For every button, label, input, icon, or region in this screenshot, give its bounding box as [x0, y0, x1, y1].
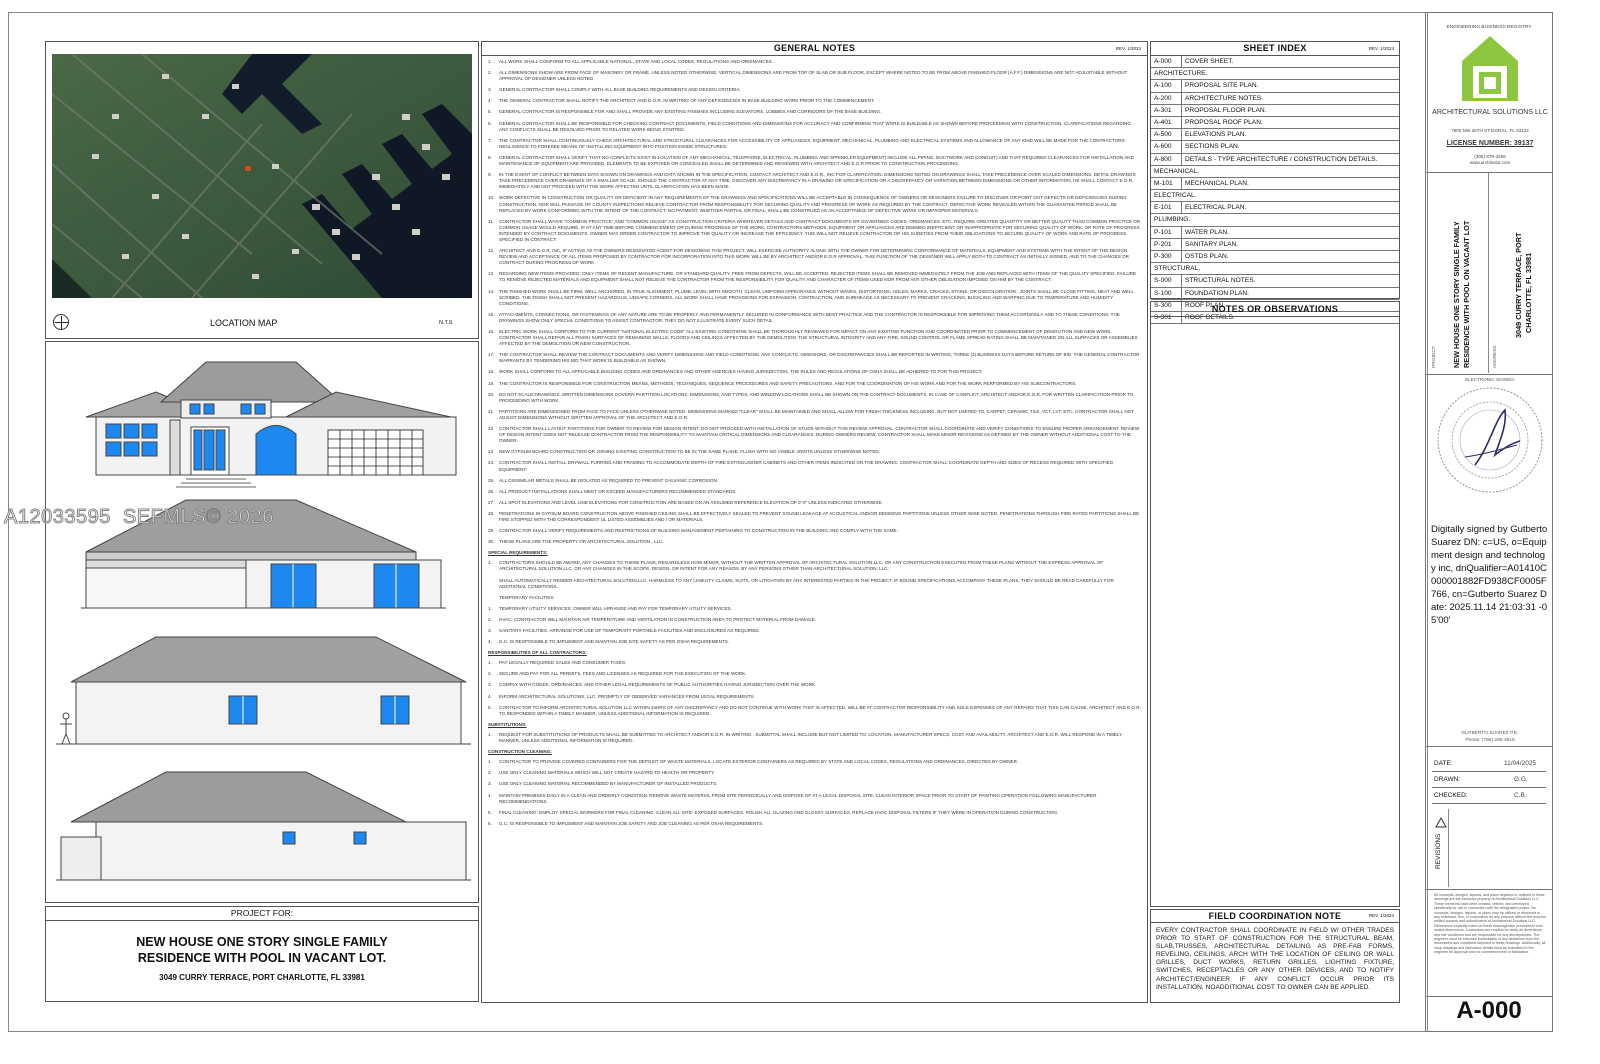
sheet-title: WATER PLAN. — [1185, 228, 1229, 236]
notes-section-header: RESPONSIBILITIES OF ALL CONTRACTORS: — [488, 650, 587, 656]
note-number: 12. — [488, 248, 495, 254]
note-number — [488, 578, 499, 590]
note-number: 24. — [488, 460, 495, 466]
note-item — [488, 578, 1141, 590]
sheet-index-row — [1151, 129, 1399, 141]
note-text: CONTRACTOR SHALL INSTALL DRYWALL FURRING AND FRAMING TO ACCOMMODATE DEPTH OF FIRE EXTINGUISHER CABINETS AND OTHER ITEMS INDICATED ON THE DRAWING. CONTRACTOR SHALL COORDINATE DEPTH AND SIZES OF RECESS REQUIRED WITH SPECIFIED EQUIPMENT. — [499, 460, 1114, 472]
sheet-index-category: ARCHITECTURE. — [1154, 70, 1208, 78]
sheet-title: PROPOSAL SITE PLAN. — [1185, 82, 1259, 90]
general-notes-list — [482, 56, 1147, 827]
note-number: 1. — [488, 731, 492, 737]
drawn-value: G.G. — [1514, 776, 1528, 783]
note-number: 13. — [488, 271, 495, 277]
aerial-map-image — [52, 54, 472, 298]
note-item — [488, 449, 1141, 455]
note-item — [488, 793, 1141, 805]
note-item — [488, 705, 1141, 717]
sheet-code: S-301 — [1151, 312, 1182, 323]
sheet-code: A-600 — [1151, 141, 1182, 152]
note-text: CONTRACTOR TO PROVIDE COVERED CONTAINERS FOR THE DEPOSIT OF WASTE MATERIALS. LOCATE EXTERIOR CONTAINERS AS REQUIRED BY STATE AND LOCAL CODES, REGULATIONS AND ORDINANCES, DIRECTED BY OWNER. — [499, 759, 1019, 765]
drawn-label: DRAWN: — [1434, 776, 1461, 783]
field-coordination-title: FIELD COORDINATION NOTE — [1208, 911, 1342, 921]
notes-observations-panel — [1150, 301, 1400, 907]
revision-triangle-icon — [1435, 817, 1447, 828]
sheet-index-row — [1151, 214, 1399, 226]
general-notes-panel — [481, 41, 1148, 1003]
note-item — [488, 639, 1141, 645]
address-label: ADDRESS: — [1492, 344, 1497, 368]
project-for-header: PROJECT FOR: — [46, 907, 478, 921]
note-number: 4. — [488, 639, 492, 645]
note-text: SHALL AUTOMATICALLY RENDER ARCHITECTURAL SOLUTION,LLC. HARMLESS TO ANY LIABILITY CLAIMS, SUITS, OR LITIGATION BY ANY INTERESTED PARTIES IN THE PROJECT. IF BOUND SPECIFICATIONS ACCOMPANY THESE PLANS, THEY SHOULD BE READ CAREFULLY FOR ADDITIONAL CONDITIONS. — [499, 577, 1114, 589]
digital-signature-text: Digitally signed by Gutberto Suarez DN: c=US, o=Equipment design and technology inc, dnQualifier=A01410C000001882FD938CF0005F766, cn=Gutberto Suarez Date: 2025.11.14 21:03:31 -05'00' — [1431, 524, 1548, 626]
note-text: USE ONLY CLEANING MATERIAL RECOMMENDED BY MANUFACTURER OF INSTALLED PRODUCTS. — [499, 781, 718, 787]
note-text: CONTRACTOR SHALL WAIVE "COMMON PRACTICE" AND "COMMON USAGE" AS CONSTRUCTION CRITERIA WHEREVER DETAILS AND CONTRACT DOCUMENTS OR GOVERNING CODES, ORDINANCES, ETC. REQUIRE GREATER QUANTITY OR BETTER QUALITY THAN COMMON PRACTICE OR COMMON USAGE WOULD REQUIRE. IF AT ANY TIME BEFORE COMMENCEMENT OR DURING PROGRESS OF THE WORK, CONTRACTORS METHODS, EQUIPMENT OR APPLIANCES ARE DEEMED INEFFICIENT OR INAPPROPRIATE FOR SECURING QUALITY OF WORK, OR RATE OF PROGRESS INTENDED BY CONTRACT DOCUMENTS. OWNER MAY ORDER CONTRACTOR TO IMPROVE THE QUALITY OR INCREASE THE EFFICIENCY. THIS WILL NOT RELIEVE CONTRACTOR OR HIS SURETIES FROM THEIR OBLIGATIONS TO SECURE QUALITY OF WORK AND RATE OF PROGRESS SPECIFIED IN CONTRACT. — [499, 218, 1141, 242]
sheet-title: SANITARY PLAN. — [1185, 240, 1239, 248]
note-item — [488, 392, 1141, 404]
note-number: 5. — [488, 704, 492, 710]
note-item — [488, 732, 1141, 744]
note-item — [488, 138, 1141, 150]
note-number: 8. — [488, 154, 492, 160]
note-number: 21. — [488, 408, 495, 414]
disclaimer-text: All concepts, designs, layouts, and plans depicted or outlined in these drawings are the exclusive property of Architectural Solutions LLC. These elements have been created, refined, and developed specifically for use in connection with the designated project. No concepts, designs, layouts, or plans may be utilized or disclosed to any individual, firm, or corporation for any purpose without the express written consent and authorization of Architectural Solutions LLC. Dimensions explicitly noted on these drawings take precedence over scaled dimensions. Contractors are required to verify all dimensions and site conditions and are responsible for any discrepancies. The engineer must be informed immediately of any deviations from the dimensions and conditions depicted in these drawings. Additionally, all shop drawings and fabrication details must be submitted to the engineer for approval prior to commencement of fabrication. — [1434, 893, 1546, 955]
sheet-code: S-100 — [1151, 288, 1182, 299]
sheet-index-row — [1151, 117, 1399, 129]
tb-address-line1: 3049 CURRY TERRACE, PORT — [1514, 232, 1523, 338]
note-item — [488, 682, 1141, 688]
tb-project-line1: NEW HOUSE ONE STORY SINGLE FAMILY — [1452, 221, 1461, 368]
note-number: 28. — [488, 510, 495, 516]
note-text: CONTRACTOR SHALL VERIFY REQUIREMENTS AND RESTRICTIONS OF BUILDING MANAGEMENT PERTAINING TO CONSTRUCTION IN THE BUILDING AND COMPLY WITH THE SAME. — [499, 528, 898, 534]
note-item — [488, 109, 1141, 115]
sheet-index-table — [1151, 56, 1399, 324]
note-text: GENERAL CONTRACTOR IS RESPONSIBLE FOR AND SHALL PROVIDE ANY EXISTING FINISHES INCLUDING ELEVATORS, LOBBIES AND CORRIDORS OF THE BASE BUILDING. — [499, 109, 882, 115]
project-for-panel — [45, 906, 479, 1002]
note-item — [488, 694, 1141, 700]
note-item — [488, 271, 1141, 283]
note-number: 1. — [488, 759, 492, 765]
note-number: 23. — [488, 449, 495, 455]
sheet-title: SECTIONS PLAN. — [1185, 143, 1240, 151]
note-text: THE CONTRACTOR SHALL REVIEW THE CONTRACT DOCUMENTS AND VERIFY DIMENSIONS AND FIELD CONDITIONS. ANY CONFLICTS, OMISSIONS, OR DISCREPANCIES SHALL BE REPORTED IN WRITING, THREE (3) BUSINESS DAYS BEFORE RETURN OF BID. THE GENERAL CONTRACTOR WARRANTS BY TENDERING HIS BID THAT WORK IS BUILDABLE AS SHOWN. — [499, 352, 1140, 364]
sheet-title: STRUCTURAL NOTES. — [1185, 277, 1256, 285]
sheet-title: ELEVATIONS PLAN. — [1185, 131, 1247, 139]
note-text: HVAC: CONTRACTOR WILL MAINTAIN AIR TEMPERATURE AND VENTILATION IN CONSTRUCTION AREA TO PROTECT MATERIAL FROM DAMAGE. — [499, 616, 817, 622]
sheet-title: MECHANICAL PLAN. — [1185, 179, 1249, 187]
sheet-title: ARCHITECTURE NOTES. — [1185, 94, 1264, 102]
note-item — [488, 87, 1141, 93]
note-text: FINAL CLEANING: EMPLOY SPECIAL WORKERS FOR FINAL CLEANING. CLEAN ALL SITE- EXPOSED SURFACES. POLISH ALL GLAZING AND GLOSSY SURFACES. REPLACE HVAC DISPOSAL FILTERS IF THEY WERE IN OPERATION DURING CONSTRUCTION. — [499, 809, 1058, 815]
sheet-code: P-201 — [1151, 239, 1182, 250]
project-title-line2: RESIDENCE WITH POOL IN VACANT LOT. — [137, 951, 387, 965]
north-arrow-icon — [53, 314, 69, 330]
note-number: 30. — [488, 539, 495, 545]
note-item — [488, 539, 1141, 545]
general-notes-rev: REV. 1/2024 — [1115, 46, 1141, 51]
sheet-code: A-100 — [1151, 80, 1182, 91]
note-item — [488, 460, 1141, 472]
note-item — [488, 381, 1141, 387]
sheet-title: OSTDS PLAN. — [1185, 253, 1229, 260]
note-text: GENERAL CONTRACTOR SHALL VERIFY THAT NO CONFLICTS EXIST IN LOCATION OF ANY MECHANICAL, TELEPHONE, ELECTRICAL, PLUMBING AND SPRINKLER EQUIPMENT) INCLUDE ALL PIPING, DUCTWORK AND CONDUIT) AND THAT REQUIRED CLEARANCES FOR INSTALLATION AND MAINTENANCE OF EQUIPMENT ARE PROVIDED. ELEMENTS TO BE EXPOSED OR CONCEALED SHALL BE DETERMINED AND REVIEWED WITH ARCHITECT AND E.O.R PRIOR TO CONSTRUCTION PROCEEDING. — [499, 154, 1134, 167]
note-number: 7. — [488, 137, 492, 143]
note-text: PARTITIONS ARE DIMENSIONED FROM FACE TO FACE UNLESS OTHERWISE NOTED. DIMENSIONS MARKED "CLEAR" SHALL BE MAINTAINED AND SHALL ALLOW FOR FINISH THICKNESS INCLUDING, BUT NOT LIMITED TO, CARPET, CERAMIC TILE, VCT, LVT, ETC. CONTRACTOR SHALL NOT ADJUST DIMENSIONS WITHOUT WRITTEN APPROVAL OF THE ARCHITECT AND E.O.R. — [499, 408, 1135, 420]
sheet-index-row — [1151, 202, 1399, 214]
note-text: WORK SHALL CONFORM TO ALL APPLICABLE BUILDING CODES AND ORDINANCES AND OTHER AGENCIES HAVING JURISDICTION. THE RULES AND REGULATIONS OF OSHA SHALL BE ADHERED TO FOR THIS PROJECT. — [499, 369, 983, 375]
note-text: ALL DISSIMILAR METALS SHALL BE ISOLATED AS REQUIRED TO PREVENT GALVANIC CORROSION. — [499, 477, 719, 483]
note-text: ALL PRODUCT INSTALLATIONS SHALL MEET OR EXCEED MANUFACTURERS RECOMMENDED STANDARDS. — [499, 488, 737, 494]
note-number: 10. — [488, 195, 495, 201]
note-text: G.C. IS RESPONSIBLE TO IMPLEMENT AND MAINTAIN JOB SAFETY AND JOB CLEANING AS PER OSHA REQUIREMENTS. — [499, 820, 764, 826]
sheet-code: S-300 — [1151, 300, 1182, 311]
note-number: 3. — [488, 628, 492, 633]
note-number: 5. — [488, 109, 492, 115]
sheet-title: ELECTRICAL PLAN. — [1185, 204, 1247, 212]
note-text: TEMPORARY UTILITY SERVICES: OWNER WILL ARRANGE AND PAY FOR TEMPORARY UTILITY SERVICES. — [499, 605, 732, 611]
title-block — [1425, 12, 1553, 1032]
note-item — [488, 352, 1141, 364]
note-item — [488, 606, 1141, 612]
note-item — [488, 195, 1141, 213]
sheet-code: E-101 — [1151, 202, 1182, 213]
firm-address: 7500 NW 25TH ST DORAL, FL 33122 — [1451, 128, 1529, 133]
note-item — [488, 759, 1141, 765]
engineer-name: GUTBERTO SUAREZ P.E. — [1461, 731, 1519, 736]
sheet-index-row — [1151, 288, 1399, 300]
note-text: IN THE EVENT OF CONFLICT BETWEEN DATA SHOWN ON DRAWINGS AND DATA SHOWN IN THE SPECIFICATION, CONTACT ARCHITECT AND E.O.R., INC FOR CLARIFICATION. DIMENSIONS NOTED ON DRAWINGS SHALL TAKE PRECEDENCE OVER SCALED DIMENSIONS. DETAIL DRAWINGS TAKE PRECEDENCE OVER DRAWINGS OF A SMALLER SCALE. SHOULD THE CONTRACTOR AT ANY TIME, DISCOVER ANY DISCREPANCY IN A DRAWING OR SPECIFICATION OR A DISCREPANCY OR VARIATION BETWEEN DIMENSIONS OR OTHER INFORMATION, HE SHALL CONTACT E.O.R. IMMEDIATELY AND NOT PROCEED WITH THE WORK AFFECTED UNTIL CLARIFICATION HAS BEEN MADE. — [499, 172, 1136, 190]
sheet-index-row — [1151, 263, 1399, 275]
house-logo-icon — [1460, 33, 1520, 103]
project-address: 3049 CURRY TERRACE, PORT CHARLOTTE, FL 33981 — [159, 973, 365, 982]
checked-value: C.B. — [1514, 792, 1527, 799]
note-number: 18. — [488, 369, 495, 375]
note-text: G.C. IS RESPONSIBLE TO IMPLEMENT AND MAINTAIN JOB SITE SAFETY AS PER OSHA REQUIREMENTS. — [499, 639, 730, 645]
note-item — [488, 821, 1141, 827]
firm-web: www.archisolut.com — [1469, 160, 1511, 165]
firm-phone: (305) 878-3266 — [1474, 154, 1506, 159]
mls-watermark: A12033595 SEFMLS© 2026 — [4, 506, 274, 528]
note-item — [488, 248, 1141, 266]
note-item — [488, 770, 1141, 776]
note-text: CONTRACTORS SHOULD BE AWARE, ANY CHANGES TO THESE PLANS, REGARDLESS HOW MINOR, WITHOUT THE WRITTEN APPROVAL OF ARCHITECTURAL SOLUTION,LLC. OR ANY CONSTRUCTION EXECUTED FROM THESE PLANS WITHOUT THE EXPRESS APPROVAL OF ARCHITECTURAL SOLUTION,LLC. OR ANY CHANGES IN THE SCOPE, DESIGN, OR INTENT FOR ANY REASON, BY ANY PERSONS OTHER THAN ARCHITECTURAL SOLUTION, LLC. — [499, 560, 1104, 572]
project-label: PROJECT: — [1431, 345, 1436, 368]
note-number: 17. — [488, 352, 495, 358]
sheet-title: PROPOSAL FLOOR PLAN. — [1185, 106, 1267, 114]
note-text: ARCHITECT AND E.O.R, INC, IF ACTING AS THE OWNERS DESIGNATED AGENT FOR DESIGNING THIS PROJECT, WILL EXERCISE AUTHORITY ALONG WITH THE OWNER FOR DETERMINING CONFORMANCE OF MATERIALS, EQUIPMENT AND SYSTEMS WITH THE INTENT OF THE DESIGN. REVIEW AND ACCEPTANCE OF ALL ITEMS PROPOSED BY CONTRACTOR FOR INCORPORATION INTO THIS WORK WILL BE BY ARCHITECT AND/OR E.O.R APPROVAL. THIS FUNCTION OF THE DESIGNER WILL APPLY BOTH TO CONTRACT AS INITIALLY SIGNED, AND TO THE CHANGES OR CONTRACT DURING PROGRESS OF WORK. — [499, 248, 1129, 266]
sheet-index-row — [1151, 80, 1399, 92]
sheet-code: M-101 — [1151, 178, 1182, 189]
note-text: ALL SPOT ELEVATIONS AND LEVEL LINE ELEVATIONS FOR CONSTRUCTION ARE BASED ON AN ASSUMED REFERENCE ELEVATION OF 0'-0" UNLESS INDICATED OTHERWISE. — [499, 499, 883, 505]
note-number: 19. — [488, 380, 495, 386]
location-map-title: LOCATION MAP — [210, 318, 278, 328]
note-number: 1. — [488, 59, 492, 64]
note-number: 4. — [488, 98, 492, 104]
note-item — [488, 560, 1141, 572]
electronic-signed-label: ELECTRONIC SIGNED: — [1465, 377, 1515, 382]
note-text: MAINTAIN PREMISES DAILY IN A CLEAN AND ORDERLY CONDITION. REMOVE WASTE MATERIAL FROM SITE PERIODICALLY AND DISPOSE OF AT A LEGAL DISPOSAL SITE. CLEAN INTERIOR SPACE PRIOR TO START OF PAINTING OPERATION FOLLOWING MANUFACTURER RECOMMENDATIONS. — [499, 792, 1097, 804]
sheet-index-category: STRUCTURAL. — [1154, 265, 1201, 273]
sheet-index-category: ELECTRICAL. — [1154, 192, 1197, 200]
note-text: ATTACHMENTS, CONNECTIONS, OR FASTENINGS OF ANY NATURE ARE TO BE PROPERLY AND PERMANENTLY SECURED IN CONFORMANCE WITH BEST PRACTICE AND THE CONTRACTOR IS RESPONSIBLE FOR IMPROVING THEM ACCORDINGLY AND TO THESE CONDITIONS. THE DRAWINGS SHOW ONLY SPECIAL CONDITIONS TO ASSIST CONTRACTOR; THEY DO NOT ILLUSTRATE EVERY SUCH DETAIL. — [499, 311, 1120, 323]
note-text: THESE PLANS ARE THE PROPERTY OR ARCHITECTURAL SOLUTION , LLC. — [499, 539, 664, 545]
note-item — [488, 59, 1141, 65]
note-number: 9. — [488, 172, 492, 178]
notes-section-header: CONSTRUCTION CLEANING: — [488, 749, 552, 755]
sheet-index-row — [1151, 227, 1399, 239]
notes-observations-title: NOTES OR OBSERVATIONS — [1151, 302, 1399, 317]
engineer-phone: Phone: (786) 285-3615 — [1465, 738, 1515, 743]
sheet-index-row — [1151, 93, 1399, 105]
note-number: 15. — [488, 311, 495, 317]
sheet-index-row — [1151, 56, 1399, 68]
note-text: WORK DEFECTIVE IN CONSTRUCTION OR QUALITY OR DEFICIENT IN ANY REQUIREMENTS OF THE DRAWINGS AND SPECIFICATIONS WILL BE ACCEPTABLE IN CONSEQUENCE OF OWNERS OR DESIGNERS FAILURE TO DISCOVER OR POINT OUT DEFECTS OR DEFICIENCIES DURING CONSTRUCTION, NOR WILL PASSAGE OF COUNTY INSPECTIONS RELIEVE CONTRACTOR FROM RESPONSIBILITY FOR SECURING QUALITY AND PROGRESS OF WORK AS REQUIRED BY THE CONTRACT. DEFECTIVE WORK REVEALED WITHIN THE GUARANTEE PERIOD SHALL BE REPLACED BY WORK CONFORMING WITH THE INTENT OF THE CONTRACT. NO PAYMENT, WHETHER PARTIAL OR FINAL, SHALL BE CONSTRUED AS AN ACCEPTANCE OF DEFECTIVE WORK OR IMPROPER MATERIALS. — [499, 195, 1127, 213]
note-text: DO NOT SCALE DRAWINGS. WRITTEN DIMENSIONS GOVERN PARTITION LOCATIONS, DIMENSIONS, AND TYPES, AND WINDOW LOCATIONS SHALL BE SHOWN ON THE CONTRACT DOCUMENTS. IN CASE OF CONFLICT, ARCHITECT AND/OR E.O.R. FOR WRITTEN CLARIFICATION PRIOR TO PROCEEDING WITH WORK. — [499, 391, 1134, 403]
note-item — [488, 810, 1141, 816]
note-text: REQUEST FOR SUBSTITUTIONS OF PRODUCTS SHALL BE SUBMITTED TO ARCHITECT AND/OR E.O.R. IN WRITING . SUBMITTAL SHALL INCLUDE BUT NOT LIMITED TO: LOCATION, MANUFACTURER SPECS, COST AND AVAILABILITY. ARCHITECT AND E.O.R. WILL RESPOND IN A TIMELY MANNER, UNLESS ADDITIONAL INFORMATION IS REQUIRED. — [499, 731, 1123, 744]
note-number: 11. — [488, 218, 495, 224]
date-label: DATE: — [1434, 760, 1453, 767]
note-number: 29. — [488, 528, 495, 534]
note-number: 2. — [488, 671, 492, 677]
sheet-index-row — [1151, 68, 1399, 80]
sheet-title: ROOF DETAILS. — [1185, 313, 1235, 321]
sheet-code: S-000 — [1151, 275, 1182, 286]
elevations-panel — [45, 341, 479, 903]
tb-project-line2: RESIDENCE WITH POOL ON VACANT LOT — [1462, 220, 1471, 368]
sheet-index-title: SHEET INDEX — [1243, 43, 1307, 53]
note-number: 1. — [488, 660, 492, 666]
note-text: SANITARY FACILITIES: ARRANGE FOR USE OF TEMPORARY PORTABLE FACILITIES AND ENCLOSURES AS REQUIRED. — [499, 628, 760, 633]
note-number: 27. — [488, 499, 495, 505]
note-item — [488, 155, 1141, 167]
field-coordination-body: EVERY CONTRACTOR SHALL COORDINATE IN FIELD W/ OTHER TRADES PRIOR TO START OF CONSTRUCTION FOR THE STRUCTURAL BEAM, SLAB,TRUSSES, ARCHITECTURAL DETAILING AS PRE-FAB FORMS, REVELING, CEILINGS, ARCH WITH THE LOCATION OF CEILING OR WALL GRILLES, DUCT WORKS, RETURN GRILLES, LIGHTING FIXTURE, SWITCHES, RECEPTACLES OR ANY OTHER DEVICES, AND TO NOTIFY ARCHITECT/ENGINEER IF ANY CONFLICT OCCUR PRIOR ITS INSTALLATION, NOADDITIONAL COST TO OWNER CAN BE APPLIED. — [1156, 927, 1394, 991]
sheet-title: ROOF PLAN. — [1185, 301, 1225, 309]
license-number: LICENSE NUMBER: 39137 — [1446, 140, 1534, 147]
note-text: SECURE AND PAY FOR ALL PERMITS, FEES AND LICENSES AS REQUIRED FOR THE EXECUTION OF THE WORK. — [499, 671, 747, 677]
project-title-line1: NEW HOUSE ONE STORY SINGLE FAMILY — [136, 935, 388, 949]
location-map-scale: N.T.S — [439, 320, 453, 326]
note-item — [488, 219, 1141, 243]
field-coordination-panel — [1150, 909, 1400, 1003]
note-item — [488, 781, 1141, 787]
note-item — [488, 671, 1141, 677]
note-number: 26. — [488, 488, 495, 494]
note-item — [488, 121, 1141, 133]
field-coordination-rev: REV. 1/2024 — [1368, 913, 1394, 918]
notes-section-header: SPECIAL REQUIREMENTS: — [488, 550, 548, 556]
side-elevation-left — [56, 772, 471, 880]
note-item — [488, 98, 1141, 104]
note-item — [488, 528, 1141, 534]
note-text: THE FINISHED WORK SHALL BE FIRM, WELL ANCHORED, IN TRUE ALIGNMENT, PLUMB, LEVEL WITH SMOOTH, CLEAN, UNIFORM APPEARANCE WITHOUT WAVES, DISTORTIONS, HOLES, MARKS, CRACKS, STAINS, OR DISCOLORATION . JOINTS SHALL BE CLOSE FITTING, NEAT AND WELL SCRIBED. THE FINISH SHALL NOT PRESENT HAZARDOUS, UNSAFE CORNERS. ALL WORK SHALL HAVE PROVISIONS FOR EXPANSION, CONTRACTION, AND SHRINKAGE AS NECESSARY TO PREVENT CRACKING, BUCKLING AND WARPING DUE TO TEMPERATURE AND HUMIDITY CONDITIONS. — [499, 288, 1134, 306]
revisions-label: REVISIONS — [1435, 833, 1442, 869]
note-number: 20. — [488, 391, 495, 397]
notes-section-header: SUBSTITUTIONS: — [488, 721, 527, 727]
note-number: 5. — [488, 809, 492, 815]
note-item — [488, 595, 1141, 601]
note-item — [488, 478, 1141, 484]
note-number: 3. — [488, 781, 492, 787]
note-text: NEW GYPSUM BOARD CONSTRUCTION OR JOINING EXISTING CONSTRUCTION TO BE IN THE SAME PLANE, FLUSH WITH NO VISIBLE JOINTS UNLESS OTHERWISE NOTED. — [499, 449, 880, 455]
note-text: TEMPORARY FACILITIES. — [499, 594, 555, 600]
note-number: 3. — [488, 87, 492, 93]
sheet-code: A-800 — [1151, 154, 1182, 165]
note-text: REGARDING NEW ITEMS PROVIDED: ONLY ITEMS OF RECENT MANUFACTURE, OR STANDARD QUALITY, FREE FROM DEFECTS, WILL BE ACCEPTED. REJECTED ITEMS SHALL BE REMOVED IMMEDIATELY FROM THE JOB AND REPLACED WITH ITEMS OF THE QUALITY SPECIFIED. FAILURE TO REMOVE REJECTED MATERIALS AND EQUIPMENT SHALL NOT RELIEVE THE CONTRACTOR FROM THE RESPONSIBILITY FOR QUALITY AND CHARACTER OF ITEMS USED NOR FROM ANY OTHER OBLIGATION IMPOSED ON HIM BY THE CONTRACT. — [499, 271, 1137, 283]
sheet-code: A-000 — [1151, 56, 1182, 67]
note-text: CONTRACTOR SHALL LAYOUT PARTITIONS FOR OWNER TO REVIEW FOR DESIGN INTENT. DO NOT PROCEED WITH INSTALLATION OF STUDS WITHOUT THIS REVIEW APPROVAL. CONTRACTOR SHALL COORDINATE AND VERIFY CONDITIONS TO ENSURE PROPER ARRANGEMENT. REVIEW OF DESIGN INTENT DOES NOT RELEASE CONTRACTOR FROM THE RESPONSIBILITY TO MAINTAIN CRITICAL DIMENSIONS AND CLEARANCES. DURING OWNERS REVIEW, CONTRACTOR SHALL MAKE MINOR REVISIONS AS DEFINED BY THE OWNER WITHOUT ADDITIONAL COST TO THE OWNER. — [499, 426, 1140, 444]
note-item — [488, 172, 1141, 190]
note-text: THE GENERAL CONTRACTOR SHALL NOTIFY THE ARCHITECT AND E.O.R. IN WRITING OF ANY DEFICIENCIES IN BASE BUILDING WORK PRIOR TO THE COMMENCEMENT. — [499, 98, 875, 104]
side-elevation-right — [56, 637, 471, 744]
general-notes-title: GENERAL NOTES — [773, 43, 856, 53]
registry-label: ENGINEERING BUSINESS REGISTRY — [1446, 25, 1532, 30]
note-number: 14. — [488, 288, 495, 294]
note-number: 3. — [488, 682, 492, 688]
front-elevation — [86, 362, 456, 487]
checked-label: CHECKED: — [1434, 792, 1468, 799]
note-number: 2. — [488, 770, 492, 776]
note-item — [488, 426, 1141, 444]
note-item — [488, 660, 1141, 666]
sheet-index-row — [1151, 251, 1399, 263]
note-text: COMPLY WITH CODES, ORDINANCES, AND OTHER LEGAL REQUIREMENTS OF PUBLIC AUTHORITIES HAVING JURISDICTION OVER THE WORK. — [499, 682, 817, 688]
sheet-number: A-000 — [1456, 997, 1522, 1024]
note-text: ALL DIMENSIONS SHOW ARE FROM FACE OF MASONRY OR FRAME, UNLESS NOTED OTHERWISE. VERTICAL DIMENSIONS ARE FROM TOP OF SLAB OR SUB FLOOR, EXCEPT WHERE NOTED TO BE FROM ABOVE FINISHED FLOOR (A.F.F.) DIMENSIONS ARE NOT ADJUSTABLE WITHOUT APPROVAL OF DESIGNER UNLESS NOTED. — [499, 70, 1128, 82]
note-text: THE CONTRACTOR IS RESPONSIBLE FOR CONSTRUCTION MEANS, METHODS, TECHNIQUES, SEQUENCE PROCEDURES AND SAFETY PRECAUTIONS, AND FOR THE COORDINATION OF HIS WORK AND FOR THE WORK PERFORMED BY HIS SUBCONTRACTORS. — [499, 380, 1077, 386]
tb-address-line2: CHARLOTTE, FL 33981 — [1524, 252, 1533, 333]
date-value: 11/04/2025 — [1504, 760, 1537, 767]
note-item — [488, 489, 1141, 495]
note-number: 4. — [488, 792, 492, 798]
note-number: 2. — [488, 70, 492, 76]
note-text: THE CONTRACTOR SHALL CONTINUOUSLY CHECK ARCHITECTURAL AND STRUCTURAL CLEARANCES FOR ACCESSIBILITY OF APPLIANCES, EQUIPMENT, MECHANICAL, PLUMBING AND ELECTRICAL SYSTEMS AND ALLOWANCE OF ANY KIND WILL BE MADE FOR THE CONTRACTORS NEGLIGENCE TO FORESEE MEANS OF INSTALLING EQUIPMENT INTO POSITION INSIDE STRUCTURES. — [499, 137, 1125, 149]
note-text: ELECTRIC WORK SHALL CONFORM TO THE CURRENT "NATIONAL ELECTRIC CODE" ALL EXISTING CONDITIONS SHALL BE THOROUGHLY REVIEWED FOR IMPACT ON ANY EXISTING FUNCTION AND COORDINATED PRIOR TO COMMENCEMENT OF DEMOLITION AND NEW WORK. CONTRACTOR SHALL REPAIR ALL FINISH SURFACES OF REMAINING WALLS, FLOORS AND CEILINGS AFFECTED BY THE DEMOLITION. THE STRUCTURAL INTEGRITY AND ANY FIRE, SOUND CONTROL OR FLAME SPREAD RATING SHALL BE MAINTAINED ON ALL SURFACES OR ASSEMBLIES AFFECTED BY THE DEMOLITION OR NEW CONSTRUCTION. — [499, 329, 1138, 347]
sheet-index-row — [1151, 190, 1399, 202]
note-item — [488, 289, 1141, 307]
sheet-index-category: PLUMBING. — [1154, 216, 1191, 224]
note-item — [488, 312, 1141, 324]
note-number: 6. — [488, 120, 492, 126]
sheet-index-row — [1151, 105, 1399, 117]
sheet-code: A-401 — [1151, 117, 1182, 128]
note-item — [488, 500, 1141, 506]
note-item — [488, 369, 1141, 375]
note-number: 1. — [488, 605, 492, 611]
note-item — [488, 329, 1141, 347]
sheet-code: P-300 — [1151, 251, 1182, 262]
note-item — [488, 409, 1141, 421]
sheet-title: DETAILS - TYPE ARCHITECTURE / CONSTRUCTION DETAILS. — [1185, 155, 1378, 163]
sheet-code: A-200 — [1151, 93, 1182, 104]
note-number: 6. — [488, 820, 492, 826]
note-text: GENERAL CONTRACTOR SHALL BE RESPONSIBLE FOR CHECKING CONTRACT DOCUMENTS, FIELD CONDITIONS AND DIMENSIONS FOR ACCURACY AND CONFIRMING THAT WORK IS BUILDABLE AS SHOWN BEFORE PROCEEDING WITH CONSTRUCTION. CLARIFICATIONS REGARDING ANY CONFLICTS SHALL BE RESOLVED PRIOR TO RELATED WORK BEING STARTED. — [499, 120, 1131, 132]
sheet-index-row — [1151, 275, 1399, 287]
note-item — [488, 70, 1141, 82]
note-text: ALL WORK SHALL CONFORM TO ALL APPLICABLE NATIONAL, STATE AND LOCAL CODES, REGULATIONS AND ORDINANCES. — [499, 59, 773, 64]
sheet-index-row — [1151, 141, 1399, 153]
note-text: USE ONLY CLEANING MATERIALS WHICH WILL NOT CREATE HAZARD TO HEALTH OR PROPERTY. — [499, 770, 715, 776]
note-number: 4. — [488, 693, 492, 699]
note-text: CONTRACTOR TO INFORM ARCHITECTURAL SOLUTION LLC WITHIN 24HRS OF ANY DISCREPANCY AND DO NOT CONTINUE WITH WORK THAT IS AFFECTED. WILL BE AT CONTRACTOR RESPONSIBILITY AND SOLE EXPENSES OF ANY REPAIRS THAT THIS CAN CAUSE. ARCHITECT AND E.O.R. TO RESPONDED WITHIN A TIMELY MANNER, UNLESS ADDITIONAL INFORMATION IS REQUIRED. — [499, 704, 1141, 716]
note-item — [488, 617, 1141, 623]
location-map-panel — [45, 41, 479, 339]
note-number: 2. — [488, 616, 492, 622]
sheet-index-row — [1151, 154, 1399, 166]
note-item — [488, 628, 1141, 634]
note-number: 16. — [488, 329, 495, 334]
sheet-index-category: MECHANICAL. — [1154, 167, 1200, 175]
note-text: GENERAL CONTRACTOR SHALL COMPLY WITH ALL BASE BUILDING REQUIREMENTS AND DESIGN CRITERIA. — [499, 87, 741, 93]
note-text: INFORM ARCHITECTURAL SOLUTIONS, LLC. PROMPTLY OF OBSERVED VARIANCES FROM LEGAL REQUIREMENTS. — [499, 693, 755, 699]
sheet-index-rev: REV. 1/2024 — [1368, 46, 1394, 51]
note-item — [488, 511, 1141, 523]
note-number — [488, 595, 499, 601]
note-text: PENETRATIONS IN GYPSUM BOARD CONSTRUCTION ABOVE FINISHED CEILING SHALL BE EFFECTIVELY SEALED TO PREVENT SOUND LEAKAGE AT ACOUSTICAL AND/OR DEMISING PARTITIONS UNLESS OTHER WISE NOTED. PENETRATIONS THROUGH FIRE RATED PARTITIONS SHALL BE FIRE STOPPED WITH THE CORRESPONDENT UL LISTED ASSEMBLIES AND / OR MATERIALS. — [499, 510, 1140, 522]
sheet-index-row — [1151, 178, 1399, 190]
sheet-code: P-101 — [1151, 227, 1182, 238]
engineer-seal-stamp — [1435, 385, 1545, 495]
sheet-index-row — [1151, 239, 1399, 251]
note-number: 25. — [488, 477, 495, 483]
sheet-title: COVER SHEET. — [1185, 58, 1234, 65]
sheet-title: FOUNDATION PLAN. — [1185, 289, 1249, 297]
elevation-drawings — [46, 342, 478, 902]
sheet-title: PROPOSAL ROOF PLAN. — [1185, 118, 1263, 126]
note-text: PAY LEGALLY REQUIRED SALES AND CONSUMER TAXES. — [499, 660, 627, 666]
sheet-code: A-301 — [1151, 105, 1182, 116]
note-number: 1. — [488, 560, 492, 566]
sheet-index-row — [1151, 166, 1399, 178]
note-number: 22. — [488, 426, 495, 432]
firm-name: ARCHITECTURAL SOLUTIONS LLC — [1432, 109, 1548, 116]
sheet-code: A-500 — [1151, 129, 1182, 140]
